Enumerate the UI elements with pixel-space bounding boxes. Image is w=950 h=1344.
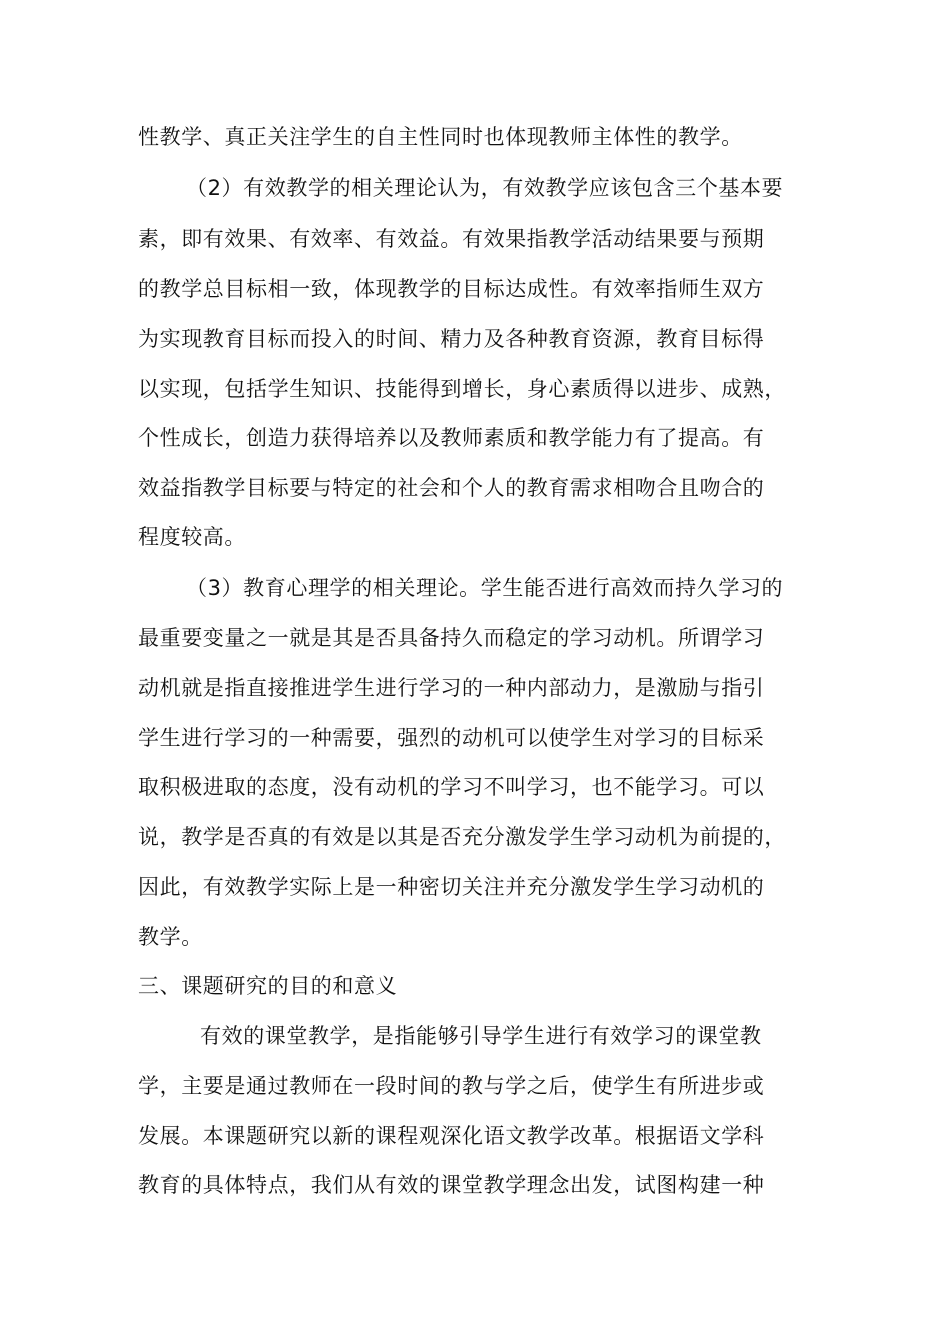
text-line: 个性成长，创造力获得培养以及教师素质和教学能力有了提高。有: [138, 426, 765, 450]
text-line: 动机就是指直接推进学生进行学习的一种内部动力，是激励与指引: [138, 676, 765, 700]
paragraph-3-start: （3）教育心理学的相关理论。学生能否进行高效而持久学习的: [186, 576, 784, 600]
section-heading: 三、课题研究的目的和意义: [138, 974, 398, 998]
text-line: 学生进行学习的一种需要，强烈的动机可以使学生对学习的目标采: [138, 726, 765, 750]
paragraph-2-start: （2）有效教学的相关理论认为，有效教学应该包含三个基本要: [186, 176, 784, 200]
text-line: 最重要变量之一就是其是否具备持久而稳定的学习动机。所谓学习: [138, 626, 765, 650]
text-line: 学，主要是通过教师在一段时间的教与学之后，使学生有所进步或: [138, 1074, 765, 1098]
text-line: 程度较高。: [138, 525, 246, 549]
text-line: 发展。本课题研究以新的课程观深化语文教学改革。根据语文学科: [138, 1124, 765, 1148]
text-line: 教育的具体特点，我们从有效的课堂教学理念出发，试图构建一种: [138, 1173, 765, 1197]
text-line: 的教学总目标相一致，体现教学的目标达成性。有效率指师生双方: [138, 277, 765, 301]
text-line: 教学。: [138, 925, 203, 949]
text-line: 说，教学是否真的有效是以其是否充分激发学生学习动机为前提的，: [138, 825, 786, 849]
text-line: 以实现，包括学生知识、技能得到增长，身心素质得以进步、成熟，: [138, 377, 786, 401]
text-line: 效益指教学目标要与特定的社会和个人的教育需求相吻合且吻合的: [138, 476, 765, 500]
paragraph-start: 有效的课堂教学，是指能够引导学生进行有效学习的课堂教: [200, 1024, 762, 1048]
text-line: 性教学、真正关注学生的自主性同时也体现教师主体性的教学。: [138, 125, 743, 149]
text-line: 为实现教育目标而投入的时间、精力及各种教育资源，教育目标得: [138, 327, 765, 351]
text-line: 因此，有效教学实际上是一种密切关注并充分激发学生学习动机的: [138, 875, 765, 899]
text-line: 取积极进取的态度，没有动机的学习不叫学习，也不能学习。可以: [138, 775, 765, 799]
text-line: 素，即有效果、有效率、有效益。有效果指教学活动结果要与预期: [138, 227, 765, 251]
